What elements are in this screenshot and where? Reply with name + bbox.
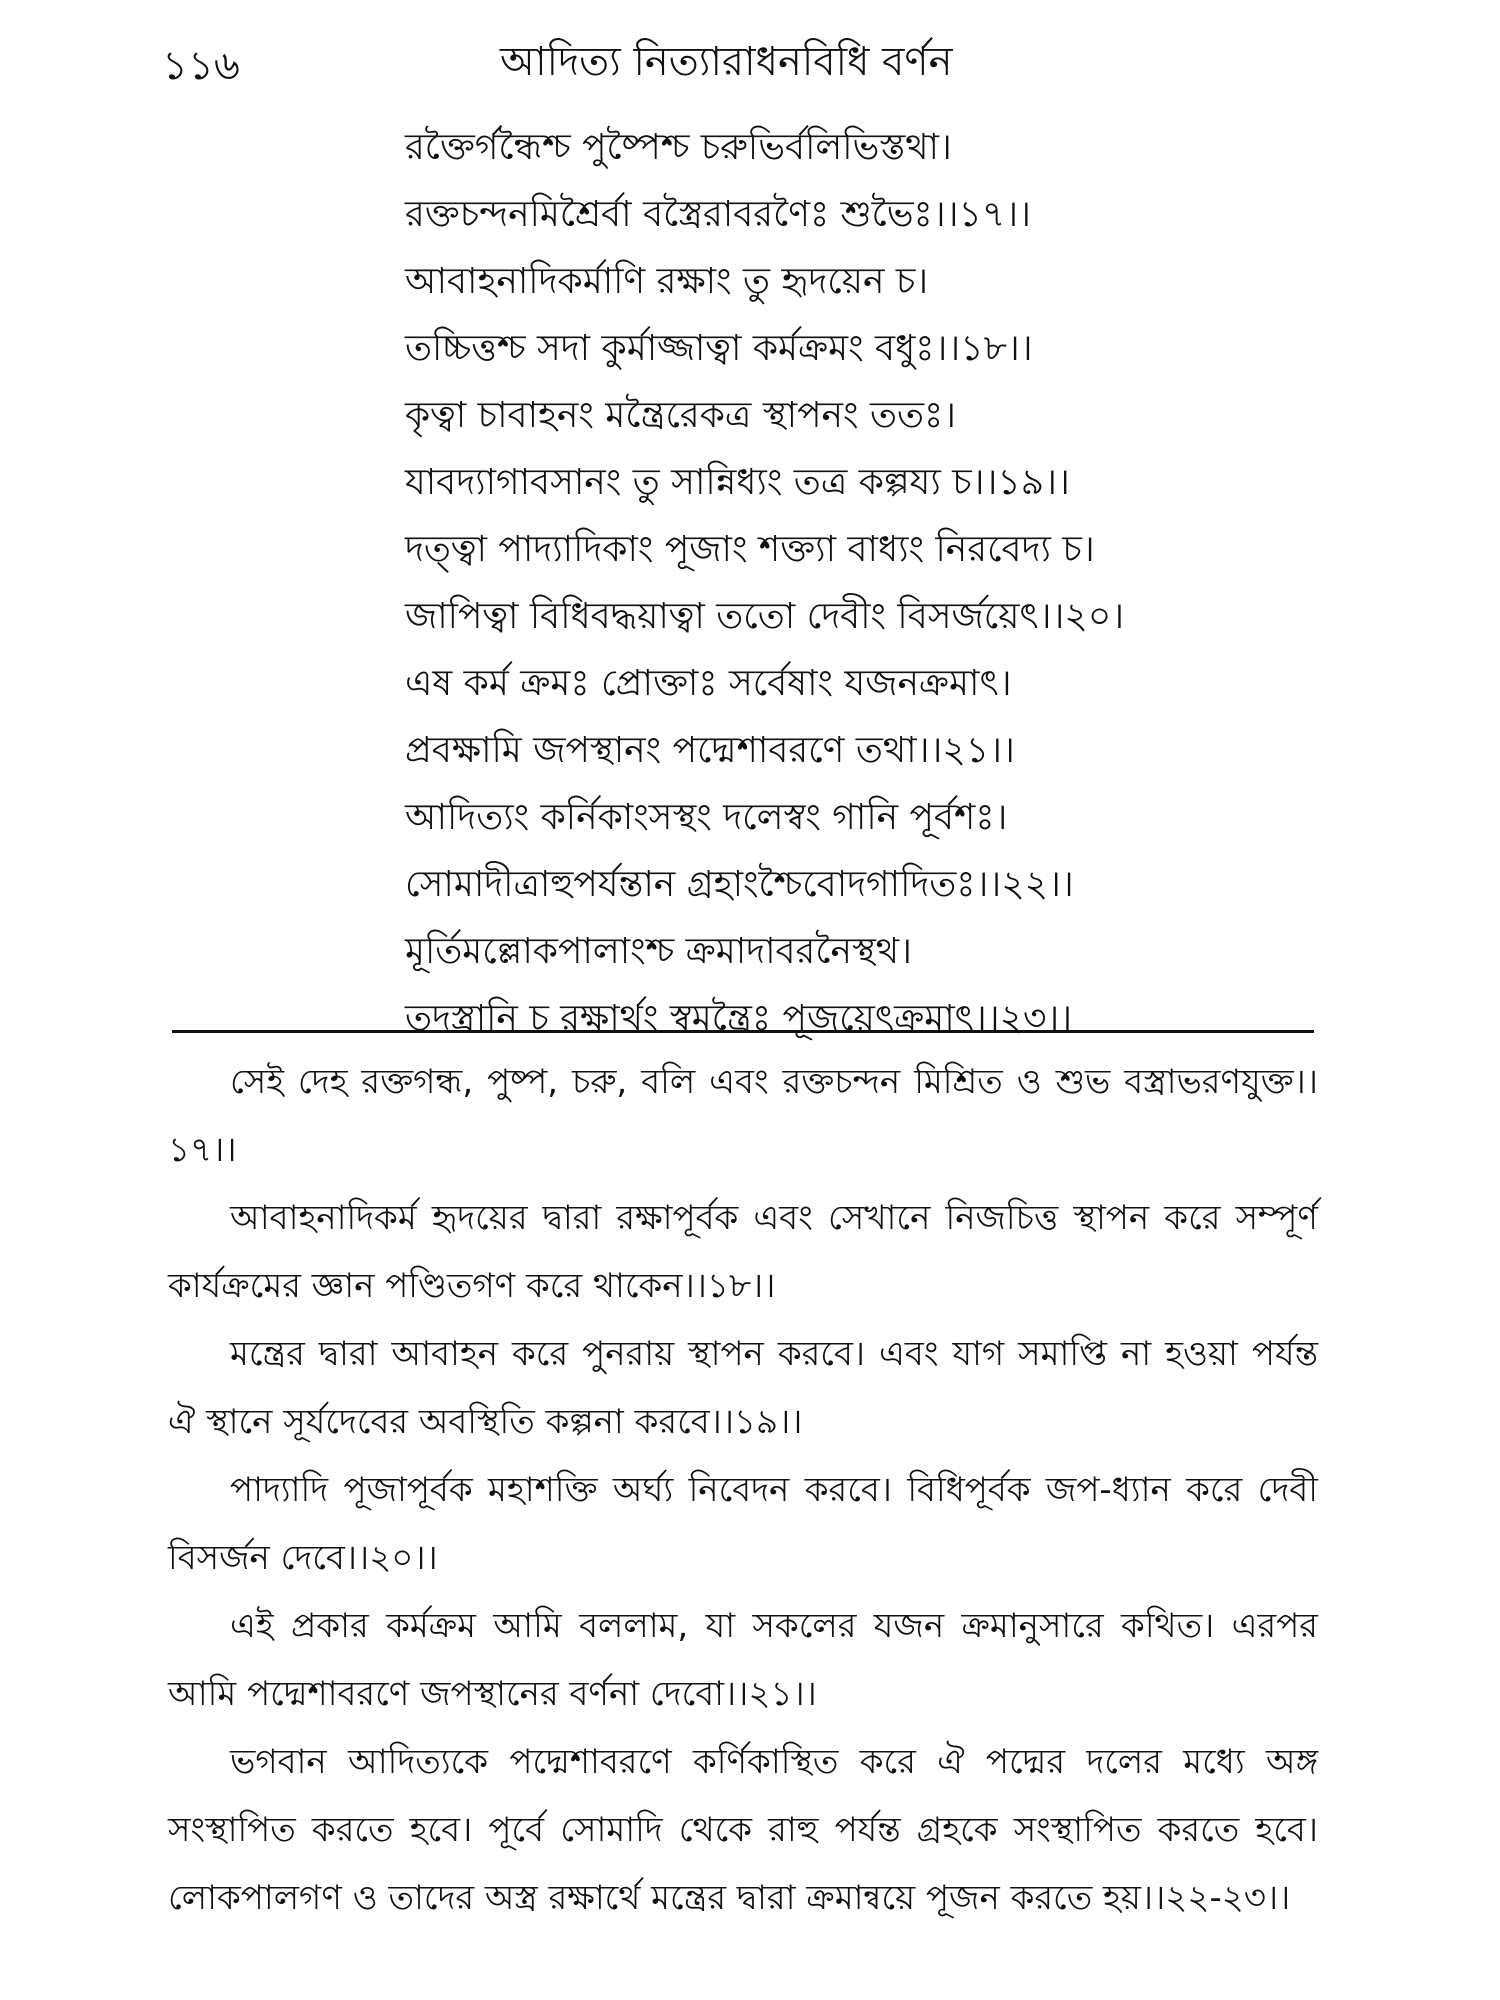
verse-line: তদস্ত্রানি চ রক্ষার্থং স্বমন্ত্রৈঃ পূজয়েৎক্রমাৎ।।২৩।। <box>405 998 1073 1039</box>
translation-paragraph: মন্ত্রের দ্বারা আবাহন করে পুনরায় স্থাপন করবে। এবং যাগ সমাপ্তি না হওয়া পর্যন্ত ঐ স্থানে সূর্যদেবের অবস্থিতি কল্পনা করবে।।১৯।। <box>168 1334 1318 1442</box>
verse-line: এষ কর্ম ক্রমঃ প্রোক্তাঃ সর্বেষাং যজনক্রমাৎ। <box>405 663 1012 704</box>
verse-line: মূর্তিমল্লোকপালাংশ্চ ক্রমাদাবরনৈস্থথ। <box>405 931 912 972</box>
page-number: ১১৬ <box>162 43 240 89</box>
verse-line: আদিত্যং কর্নিকাংসস্থং দলেস্বং গানি পূর্বশঃ। <box>405 797 1008 838</box>
verse-line: যাবদ্যাগাবসানং তু সান্নিধ্যং তত্র কল্পয্য চ।।১৯।। <box>405 462 1070 503</box>
verse-line: আবাহনাদিকর্মাণি রক্ষাং তু হৃদয়েন চ। <box>405 261 929 302</box>
verse-line: প্রবক্ষামি জপস্থানং পদ্মেশাবরণে তথা।।২১।। <box>405 730 1015 771</box>
translation-paragraph: সেই দেহ রক্তগন্ধ, পুষ্প, চরু, বলি এবং রক্তচন্দন মিশ্রিত ও শুভ বস্ত্রাভরণযুক্ত।।১৭।। <box>168 1062 1318 1170</box>
translation-paragraph: এই প্রকার কর্মক্রম আমি বললাম, যা সকলের যজন ক্রমানুসারে কথিত। এরপর আমি পদ্মেশাবরণে জপস্থানের বর্ণনা দেবো।।২১।। <box>168 1606 1318 1714</box>
bengali-translation <box>168 1048 1318 1932</box>
sanskrit-verses <box>405 114 1124 1052</box>
verse-line: দত্ত্বা পাদ্যাদিকাং পূজাং শক্ত্যা বাধ্যং নিরবেদ্য চ। <box>405 529 1095 570</box>
running-head-title: আদিত্য নিত্যারাধনবিধি বর্ণন <box>500 39 953 85</box>
verse-line: জাপিত্বা বিধিবদ্ধয়াত্বা ততো দেবীং বিসর্জয়েৎ।।২০। <box>405 596 1125 637</box>
translation-paragraph: আবাহনাদিকর্ম হৃদয়ের দ্বারা রক্ষাপূর্বক এবং সেখানে নিজচিত্ত স্থাপন করে সম্পূর্ণ কার্যক্রমের জ্ঞান পণ্ডিতগণ করে থাকেন।।১৮।। <box>168 1198 1318 1306</box>
verse-line: রক্তচন্দনমিশ্রৈর্বা বস্ত্রৈরাবরণৈঃ শুভৈঃ।।১৭।। <box>405 194 1031 235</box>
translation-paragraph: পাদ্যাদি পূজাপূর্বক মহাশক্তি অর্ঘ্য নিবেদন করবে। বিধিপূর্বক জপ-ধ্যান করে দেবী বিসর্জন দেবে।।২০।। <box>168 1470 1318 1578</box>
translation-paragraph: ভগবান আদিত্যকে পদ্মেশাবরণে কর্ণিকাস্থিত করে ঐ পদ্মের দলের মধ্যে অঙ্গ সংস্থাপিত করতে হবে। পূর্বে সোমাদি থেকে রাহু পর্যন্ত গ্রহকে সংস্থাপিত করতে হবে। লোকপালগণ ও তাদের অস্ত্র রক্ষার্থে মন্ত্রের দ্বারা ক্রমান্বয়ে পূজন করতে হয়।।২২-২৩।। <box>168 1742 1318 1918</box>
verse-line: কৃত্বা চাবাহনং মন্ত্রৈরেকত্র স্থাপনং ততঃ। <box>405 395 957 436</box>
verse-line: রক্তৈর্গন্ধৈশ্চ পুষ্পৈশ্চ চরুভির্বলিভিস্তথা। <box>405 127 952 168</box>
verse-line: সোমাদীত্রাহুপর্যন্তান গ্রহাংশ্চৈবোদগাদিতঃ।।২২।। <box>405 864 1074 905</box>
section-divider <box>172 1030 1314 1033</box>
verse-line: তচ্চিত্তশ্চ সদা কুর্মাজ্জাত্বা কর্মক্রমং বধুঃ।।১৮।। <box>405 328 1033 369</box>
